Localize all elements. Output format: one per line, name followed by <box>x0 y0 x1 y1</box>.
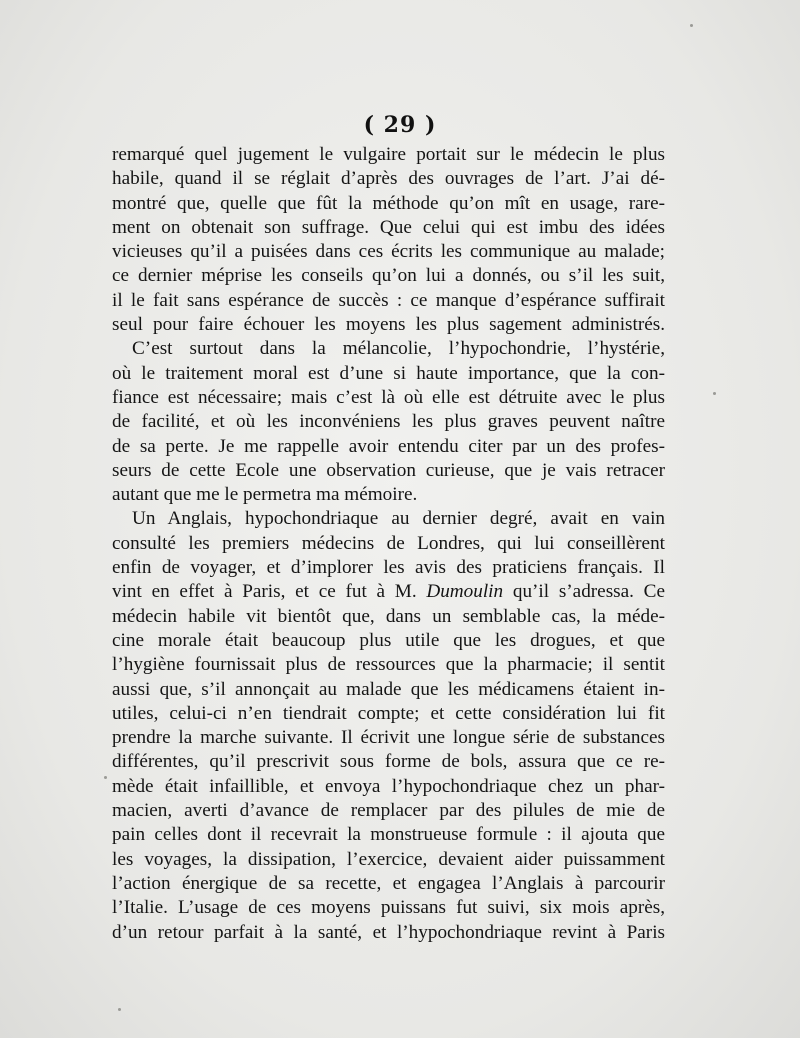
text-line: l’Italie. L’usage de ces moyens puissans fut suivi, six mois après, <box>112 897 665 919</box>
text-fragment: qu’il s’adressa. Ce <box>503 581 665 603</box>
text-line: de facilité, et où les inconvéniens les plus graves peuvent naître <box>112 411 665 433</box>
text-line: seul pour faire échouer les moyens les plus sagement administrés. <box>112 314 665 336</box>
text-line: utiles, celui-ci n’en tiendrait compte; et cette considération lui fit <box>112 702 665 724</box>
paper-speck <box>713 392 716 395</box>
text-line: cine morale était beaucoup plus utile que les drogues, et que <box>112 629 665 651</box>
physician-name: Dumoulin <box>426 581 504 603</box>
text-line: d’un retour parfait à la santé, et l’hypochondriaque revint à Paris <box>112 921 665 943</box>
text-line: mède était infaillible, et envoya l’hypochondriaque chez un phar- <box>112 775 665 797</box>
text-line: de sa perte. Je me rappelle avoir entendu citer par un des profes- <box>112 435 665 457</box>
page-number: ( 29 ) <box>363 112 437 138</box>
text-line: où le traitement moral est d’une si haute importance, que la con- <box>112 362 665 384</box>
text-line: médecin habile vit bientôt que, dans un semblable cas, la méde- <box>112 605 665 627</box>
text-line: enfin de voyager, et d’implorer les avis des praticiens français. Il <box>112 557 665 579</box>
text-line: remarqué quel jugement le vulgaire portait sur le médecin le plus <box>112 144 665 165</box>
text-line: habile, quand il se réglait d’après des ouvrages de l’art. J’ai dé- <box>112 168 665 190</box>
text-line: les voyages, la dissipation, l’exercice, devaient aider puissamment <box>112 848 665 870</box>
text-line: Un Anglais, hypochondriaque au dernier degré, avait en vain <box>132 508 665 530</box>
text-line: l’hygiène fournissait plus de ressources que la pharmacie; il sentit <box>112 654 665 676</box>
paragraph-2 <box>112 337 665 507</box>
text-line: ment on obtenait son suffrage. Que celui qui est imbu des idées <box>112 216 665 238</box>
body-text <box>112 143 665 945</box>
text-line-with-name <box>112 580 665 604</box>
paragraph-1 <box>112 143 665 337</box>
text-line: consulté les premiers médecins de Londres, qui lui conseillèrent <box>112 532 665 554</box>
text-line: pain celles dont il recevrait la monstrueuse formule : il ajouta que <box>112 824 665 846</box>
text-line: prendre la marche suivante. Il écrivit une longue série de substances <box>112 727 665 749</box>
paper-speck <box>104 776 107 779</box>
paper-speck <box>690 24 693 27</box>
paper-speck <box>118 1008 121 1011</box>
text-line: seurs de cette Ecole une observation curieuse, que je vais retracer <box>112 459 665 481</box>
text-line: l’action énergique de sa recette, et engagea l’Anglais à parcourir <box>112 872 665 894</box>
text-line: fiance est nécessaire; mais c’est là où elle est détruite avec le plus <box>112 386 665 408</box>
text-line: autant que me le permetra ma mémoire. <box>112 484 418 506</box>
text-line: il le fait sans espérance de succès : ce manque d’espérance suffirait <box>112 289 665 311</box>
paragraph-3 <box>112 507 665 944</box>
text-line: montré que, quelle que fût la méthode qu’on mît en usage, rare- <box>112 192 665 214</box>
text-line: macien, averti d’avance de remplacer par des pilules de mie de <box>112 800 665 822</box>
text-line: vicieuses qu’il a puisées dans ces écrits les communique au malade; <box>112 241 665 263</box>
text-line: C’est surtout dans la mélancolie, l’hypochondrie, l’hystérie, <box>132 338 665 360</box>
text-line: ce dernier méprise les conseils qu’on lui a donnés, ou s’il les suit, <box>112 265 665 287</box>
text-fragment: vint en effet à Paris, et ce fut à M. <box>112 581 417 603</box>
text-line: aussi que, s’il annonçait au malade que les médicamens étaient in- <box>112 678 665 700</box>
text-line: différentes, qu’il prescrivit sous forme de bols, assura que ce re- <box>112 751 665 773</box>
